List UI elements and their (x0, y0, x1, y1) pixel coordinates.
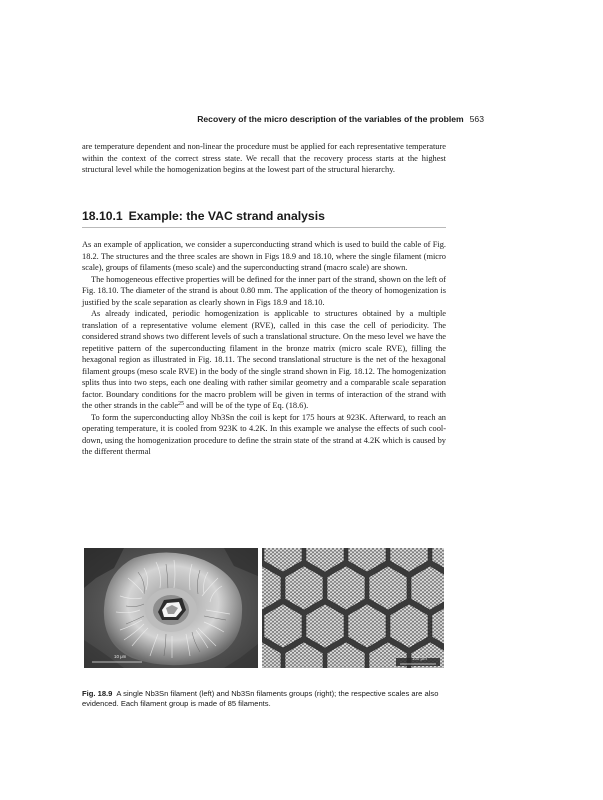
paragraph-2: The homogeneous effective properties will be defined for the inner part of the strand, shown on the left of Fig. 18.10. The diameter of the strand is about 0.80 mm. The application of the theory of homogenization is justified by the scale separation as clearly shown in Figs 18.9 and 18.10. (82, 274, 446, 307)
figure-left-single-filament (84, 548, 258, 668)
section-heading (82, 209, 446, 228)
intro-paragraph-block (82, 141, 446, 176)
single-filament-image (84, 548, 258, 668)
running-header (82, 114, 484, 128)
page-number: 563 (469, 114, 484, 124)
paragraph-1: As an example of application, we consider a superconducting strand which is used to build the cable of Fig. 18.2. The structures and the three scales are shown in Figs 18.9 and 18.10, where the single filament (micro scale), groups of filaments (meso scale) and the superconducting strand (macro scale) are shown. (82, 240, 446, 272)
left-scale-label: 10 μm (114, 654, 127, 659)
figure-right-filament-groups (262, 548, 444, 668)
intro-paragraph: are temperature dependent and non-linear the procedure must be applied for each representative temperature within the context of the correct stress state. We recall that the recovery process starts at the highest structural level while the homogenization begins at the lowest part of the structural hierarchy. (82, 142, 446, 174)
figure-caption (82, 689, 446, 709)
paragraph-4: To form the superconducting alloy Nb3Sn the coil is kept for 175 hours at 923K. Afterward, to reach an operating temperature, it is cooled from 923K to 4.2K. In this example we analyse the effects of such cool-down, using the homogenization procedure to define the strain state of the strand at 4.2K which is caused by the different thermal (82, 412, 446, 456)
paragraph-3-text: As already indicated, periodic homogenization is applicable to structures obtained by a multiple translation of a representative volume element (RVE), called in this case the cell of periodicity. The considered strand shows two different levels of such a translational structure. On the meso level we have the repetitive pattern of the superconducting filament in the bronze matrix (micro scale RVE), filling the hexagonal region as illustrated in Fig. 18.11. The second translational structure is the net of the hexagonal filament groups (meso scale RVE) in the body of the single strand shown in Fig. 18.12. The homogenization splits thus into two steps, each one dealing with rather similar geometry and a comparable scale separation factor. Boundary conditions for the macro problem will be given in terms of interaction of the strand with the other strands in the cable (82, 309, 446, 410)
paragraph-3-end: and will be of the type of Eq. (18.6). (184, 401, 309, 410)
paragraph-3 (82, 308, 446, 412)
running-title: Recovery of the micro description of the variables of the problem (197, 114, 464, 124)
footnote-marker: 25 (178, 401, 185, 407)
section-body (82, 239, 446, 458)
section-number: 18.10.1 (82, 209, 123, 223)
figure-caption-text: A single Nb3Sn filament (left) and Nb3Sn filaments groups (right); the respective scales are also evidenced. Each filament group is made of 85 filaments. (82, 689, 439, 708)
section-title: Example: the VAC strand analysis (128, 209, 325, 223)
figure-label: Fig. 18.9 (82, 689, 113, 698)
filament-groups-image (262, 548, 444, 668)
right-scale-label: 100 μm (412, 656, 427, 661)
